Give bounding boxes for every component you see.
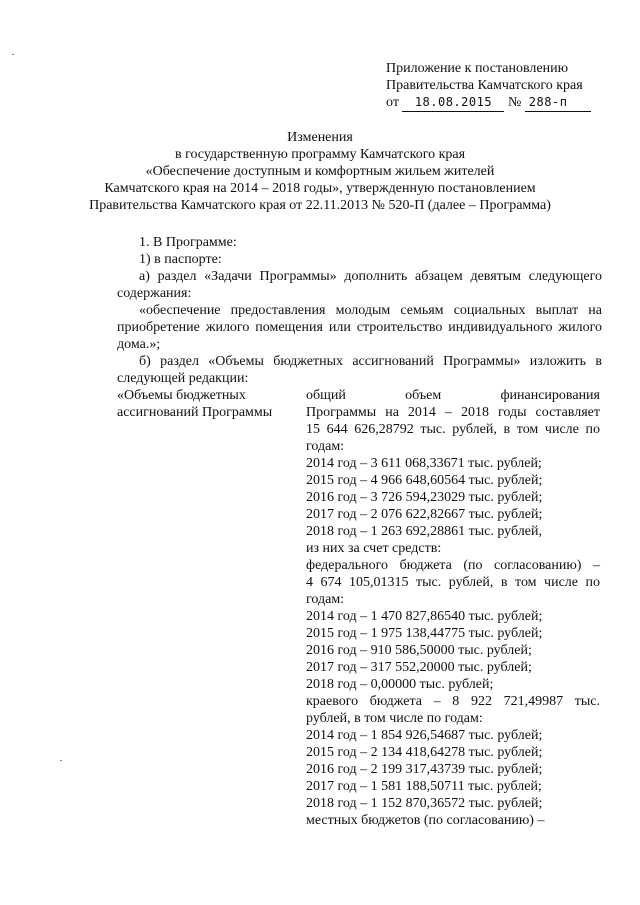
table-right-line: Программы на 2014 – 2018 годы составляет xyxy=(306,405,600,420)
table-right-line: 2018 год – 1 152 870,36572 тыс. рублей; xyxy=(306,796,543,811)
table-right-line: 2015 год – 4 966 648,60564 тыс. рублей; xyxy=(306,473,543,488)
table-right-line: 15 644 626,28792 тыс. рублей, в том числе по xyxy=(306,422,600,437)
table-right-line: 2016 год – 2 199 317,43739 тыс. рублей; xyxy=(306,762,543,777)
scan-speck xyxy=(12,54,14,55)
document-number: 288-п xyxy=(525,94,591,112)
table-right-line: годам: xyxy=(306,439,345,454)
table-right-line: общий объем финансирования xyxy=(306,388,600,403)
paragraph-2: 1) в паспорте: xyxy=(139,252,222,267)
title-line-5: Правительства Камчатского края от 22.11.2013 № 520-П (далее – Программа) xyxy=(89,198,551,213)
table-right-line: местных бюджетов (по согласованию) – xyxy=(306,813,545,828)
table-right-line: 2014 год – 3 611 068,33671 тыс. рублей; xyxy=(306,456,542,471)
table-right-line: краевого бюджета – 8 922 721,49987 тыс. xyxy=(306,694,600,709)
header-line-1: Приложение к постановлению xyxy=(386,61,569,76)
table-right-line: 2014 год – 1 854 926,54687 тыс. рублей; xyxy=(306,728,543,743)
table-left-line-2: ассигнований Программы xyxy=(117,405,273,420)
title-line-1: Изменения xyxy=(287,130,353,145)
title-line-2: в государственную программу Камчатского края xyxy=(174,147,466,162)
paragraph-3-line-2: содержания: xyxy=(117,286,192,301)
table-right-line: 2016 год – 3 726 594,23029 тыс. рублей; xyxy=(306,490,543,505)
table-right-line: 2017 год – 1 581 188,50711 тыс. рублей; xyxy=(306,779,542,794)
paragraph-4-line-1: «обеспечение предоставления молодым семьям социальных выплат на xyxy=(139,303,602,318)
document-date: 18.08.2015 xyxy=(402,94,504,112)
number-label: № xyxy=(507,95,522,110)
scan-speck xyxy=(60,760,62,761)
table-right-line: 2015 год – 2 134 418,64278 тыс. рублей; xyxy=(306,745,543,760)
paragraph-1: 1. В Программе: xyxy=(139,235,237,250)
paragraph-5-line-1: б) раздел «Объемы бюджетных ассигнований Программы» изложить в xyxy=(139,354,602,369)
header-line-2: Правительства Камчатского края xyxy=(386,78,583,93)
table-right-line: 2016 год – 910 586,50000 тыс. рублей; xyxy=(306,643,532,658)
table-right-line: 2017 год – 2 076 622,82667 тыс. рублей; xyxy=(306,507,543,522)
from-label: от xyxy=(386,95,399,110)
table-right-line: федерального бюджета (по согласованию) – xyxy=(306,558,600,573)
table-right-line: 2014 год – 1 470 827,86540 тыс. рублей; xyxy=(306,609,543,624)
paragraph-4-line-2: приобретение жилого помещения или строительство индивидуального жилого xyxy=(117,320,602,335)
table-right-line: 2018 год – 0,00000 тыс. рублей; xyxy=(306,677,494,692)
table-right-line: из них за счет средств: xyxy=(306,541,442,556)
table-left-line-1: «Объемы бюджетных xyxy=(117,388,246,403)
table-right-line: 2015 год – 1 975 138,44775 тыс. рублей; xyxy=(306,626,543,641)
header-date-line xyxy=(386,94,591,112)
paragraph-3-line-1: а) раздел «Задачи Программы» дополнить абзацем девятым следующего xyxy=(139,269,602,284)
table-right-line: 4 674 105,01315 тыс. рублей, в том числе по xyxy=(306,575,600,590)
table-right-line: 2018 год – 1 263 692,28861 тыс. рублей, xyxy=(306,524,542,539)
table-right-line: годам: xyxy=(306,592,345,607)
title-line-3: «Обеспечение доступным и комфортным жильем жителей xyxy=(145,164,495,179)
title-line-4: Камчатского края на 2014 – 2018 годы», утвержденную постановлением xyxy=(104,181,536,196)
table-right-line: рублей, в том числе по годам: xyxy=(306,711,483,726)
paragraph-5-line-2: следующей редакции: xyxy=(117,371,249,386)
table-right-line: 2017 год – 317 552,20000 тыс. рублей; xyxy=(306,660,532,675)
paragraph-4-line-3: дома.»; xyxy=(117,337,161,352)
